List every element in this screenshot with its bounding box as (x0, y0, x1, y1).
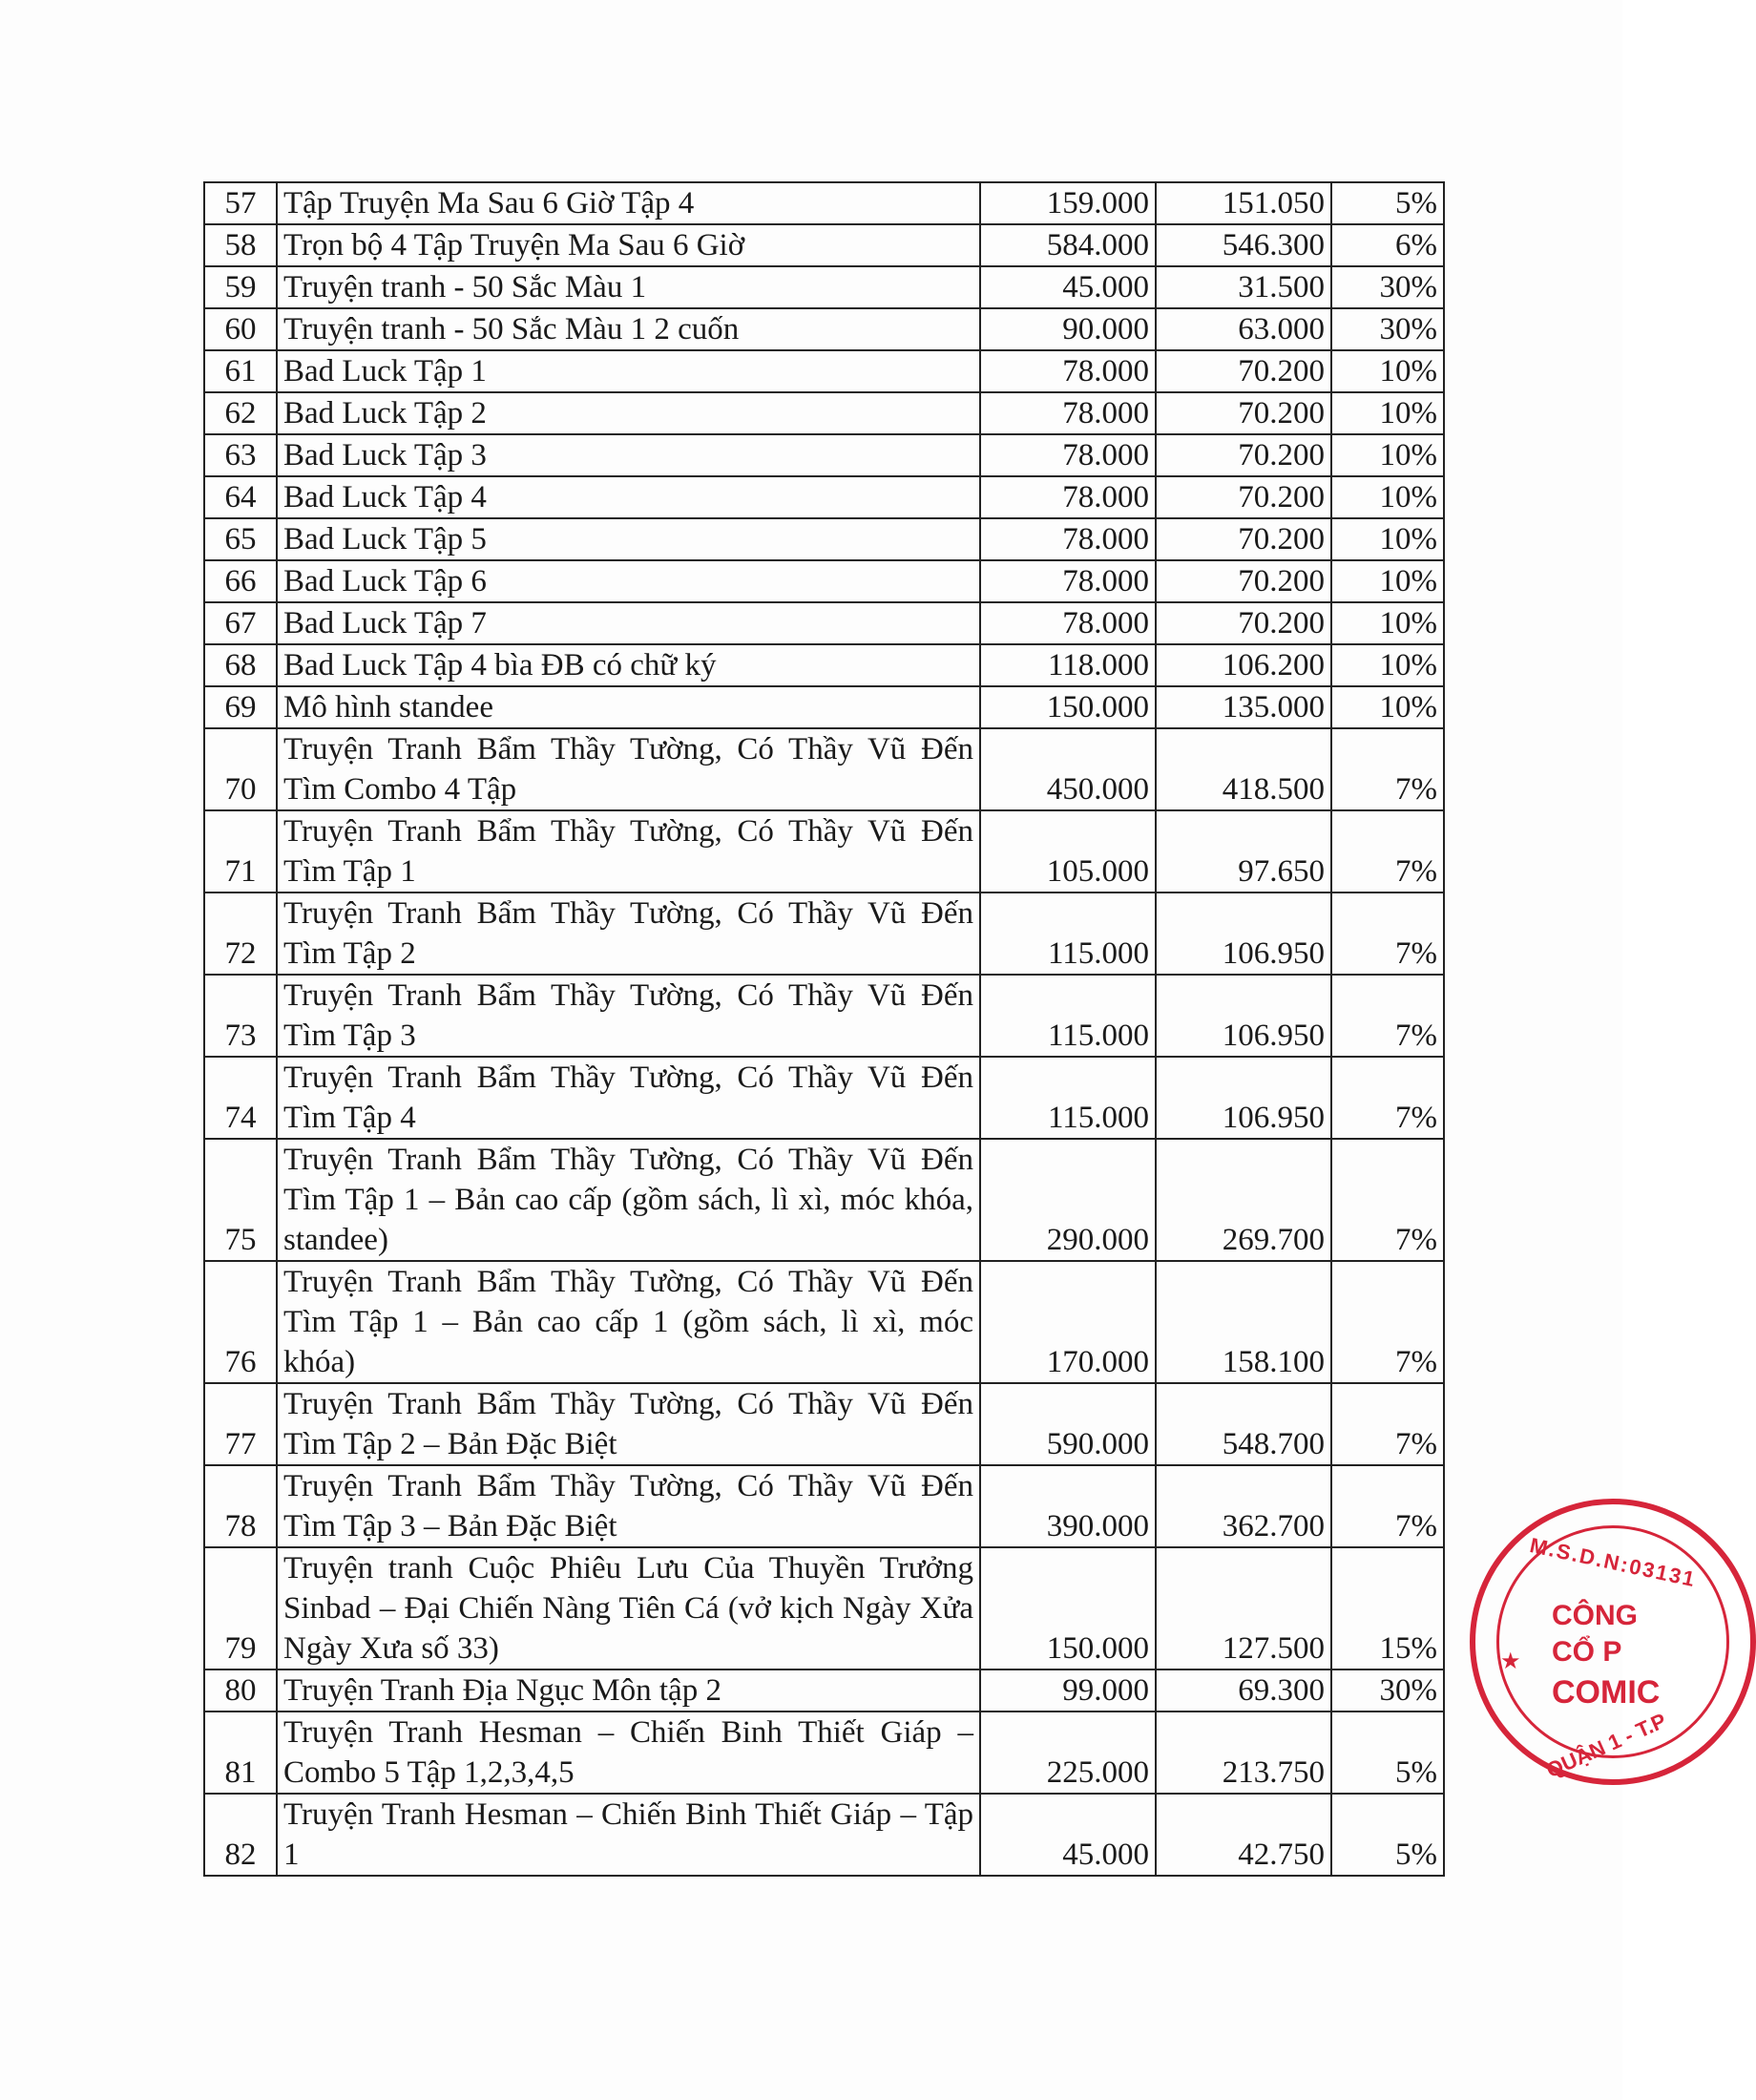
list-price: 590.000 (980, 1383, 1156, 1465)
list-price: 78.000 (980, 518, 1156, 560)
product-name: Truyện Tranh Bẩm Thầy Tường, Có Thầy Vũ Đến Tìm Tập 4 (277, 1057, 980, 1139)
discount-rate: 5% (1331, 1712, 1444, 1794)
sale-price: 70.200 (1156, 392, 1331, 434)
row-number: 71 (204, 810, 277, 892)
list-price: 78.000 (980, 350, 1156, 392)
product-name: Truyện Tranh Địa Ngục Môn tập 2 (277, 1670, 980, 1712)
product-name: Truyện Tranh Bẩm Thầy Tường, Có Thầy Vũ Đến Tìm Tập 2 (277, 892, 980, 975)
discount-rate: 5% (1331, 1794, 1444, 1876)
sale-price: 418.500 (1156, 728, 1331, 810)
product-name: Mô hình standee (277, 686, 980, 728)
discount-rate: 7% (1331, 728, 1444, 810)
row-number: 80 (204, 1670, 277, 1712)
product-name: Truyện Tranh Hesman – Chiến Binh Thiết Giáp – Tập 1 (277, 1794, 980, 1876)
table-row (204, 1670, 1444, 1712)
table-row (204, 892, 1444, 975)
table-row (204, 602, 1444, 644)
list-price: 584.000 (980, 224, 1156, 266)
sale-price: 106.950 (1156, 975, 1331, 1057)
product-name: Truyện Tranh Bẩm Thầy Tường, Có Thầy Vũ Đến Tìm Tập 3 (277, 975, 980, 1057)
row-number: 69 (204, 686, 277, 728)
product-name: Truyện Tranh Bẩm Thầy Tường, Có Thầy Vũ Đến Tìm Tập 1 (277, 810, 980, 892)
table-row (204, 350, 1444, 392)
table-row (204, 1261, 1444, 1383)
product-name: Bad Luck Tập 1 (277, 350, 980, 392)
sale-price: 31.500 (1156, 266, 1331, 308)
row-number: 67 (204, 602, 277, 644)
sale-price: 548.700 (1156, 1383, 1331, 1465)
seal-text-line-3: COMIC (1552, 1674, 1661, 1711)
sale-price: 213.750 (1156, 1712, 1331, 1794)
product-name: Truyện Tranh Bẩm Thầy Tường, Có Thầy Vũ Đến Tìm Tập 2 – Bản Đặc Biệt (277, 1383, 980, 1465)
sale-price: 151.050 (1156, 182, 1331, 224)
table-row (204, 1057, 1444, 1139)
discount-rate: 7% (1331, 975, 1444, 1057)
row-number: 75 (204, 1139, 277, 1261)
list-price: 118.000 (980, 644, 1156, 686)
list-price: 78.000 (980, 476, 1156, 518)
sale-price: 70.200 (1156, 350, 1331, 392)
discount-rate: 10% (1331, 476, 1444, 518)
row-number: 63 (204, 434, 277, 476)
discount-rate: 10% (1331, 560, 1444, 602)
table-row (204, 518, 1444, 560)
table-row (204, 182, 1444, 224)
seal-district-text: QUẬN 1 - T.P (1542, 1708, 1670, 1783)
table-row (204, 224, 1444, 266)
discount-rate: 30% (1331, 308, 1444, 350)
sale-price: 127.500 (1156, 1547, 1331, 1670)
seal-registration-code: M.S.D.N:03131 (1527, 1533, 1699, 1592)
sale-price: 546.300 (1156, 224, 1331, 266)
discount-rate: 6% (1331, 224, 1444, 266)
seal-text-line-1: CÔNG (1552, 1600, 1638, 1631)
list-price: 78.000 (980, 392, 1156, 434)
price-table-body (204, 182, 1444, 1876)
discount-rate: 10% (1331, 350, 1444, 392)
discount-rate: 30% (1331, 1670, 1444, 1712)
product-name: Bad Luck Tập 6 (277, 560, 980, 602)
list-price: 150.000 (980, 1547, 1156, 1670)
table-row (204, 476, 1444, 518)
table-row (204, 1139, 1444, 1261)
table-row (204, 1794, 1444, 1876)
discount-rate: 10% (1331, 434, 1444, 476)
discount-rate: 7% (1331, 1383, 1444, 1465)
list-price: 170.000 (980, 1261, 1156, 1383)
sale-price: 70.200 (1156, 560, 1331, 602)
table-row (204, 644, 1444, 686)
discount-rate: 10% (1331, 602, 1444, 644)
list-price: 225.000 (980, 1712, 1156, 1794)
row-number: 59 (204, 266, 277, 308)
discount-rate: 30% (1331, 266, 1444, 308)
row-number: 57 (204, 182, 277, 224)
table-row (204, 308, 1444, 350)
list-price: 99.000 (980, 1670, 1156, 1712)
table-row (204, 560, 1444, 602)
product-name: Trọn bộ 4 Tập Truyện Ma Sau 6 Giờ (277, 224, 980, 266)
product-name: Truyện Tranh Bẩm Thầy Tường, Có Thầy Vũ Đến Tìm Tập 1 – Bản cao cấp 1 (gồm sách, lì xì, móc khóa) (277, 1261, 980, 1383)
table-row (204, 686, 1444, 728)
discount-rate: 10% (1331, 518, 1444, 560)
list-price: 90.000 (980, 308, 1156, 350)
row-number: 70 (204, 728, 277, 810)
row-number: 82 (204, 1794, 277, 1876)
list-price: 45.000 (980, 266, 1156, 308)
sale-price: 269.700 (1156, 1139, 1331, 1261)
product-name: Truyện Tranh Hesman – Chiến Binh Thiết Giáp – Combo 5 Tập 1,2,3,4,5 (277, 1712, 980, 1794)
discount-rate: 7% (1331, 1139, 1444, 1261)
sale-price: 42.750 (1156, 1794, 1331, 1876)
discount-rate: 7% (1331, 892, 1444, 975)
discount-rate: 10% (1331, 686, 1444, 728)
list-price: 159.000 (980, 182, 1156, 224)
star-icon: ★ (1500, 1648, 1521, 1674)
discount-rate: 7% (1331, 1465, 1444, 1547)
discount-rate: 10% (1331, 392, 1444, 434)
row-number: 66 (204, 560, 277, 602)
row-number: 68 (204, 644, 277, 686)
sale-price: 70.200 (1156, 434, 1331, 476)
product-name: Truyện tranh - 50 Sắc Màu 1 2 cuốn (277, 308, 980, 350)
list-price: 390.000 (980, 1465, 1156, 1547)
row-number: 58 (204, 224, 277, 266)
table-row (204, 728, 1444, 810)
list-price: 115.000 (980, 892, 1156, 975)
product-name: Bad Luck Tập 3 (277, 434, 980, 476)
sale-price: 97.650 (1156, 810, 1331, 892)
table-row (204, 1712, 1444, 1794)
table-row (204, 810, 1444, 892)
list-price: 115.000 (980, 1057, 1156, 1139)
product-name: Truyện tranh Cuộc Phiêu Lưu Của Thuyền Trưởng Sinbad – Đại Chiến Nàng Tiên Cá (vở kịch Ngày Xửa Ngày Xưa số 33) (277, 1547, 980, 1670)
discount-rate: 15% (1331, 1547, 1444, 1670)
row-number: 65 (204, 518, 277, 560)
product-name: Truyện Tranh Bẩm Thầy Tường, Có Thầy Vũ Đến Tìm Tập 3 – Bản Đặc Biệt (277, 1465, 980, 1547)
table-row (204, 1547, 1444, 1670)
sale-price: 70.200 (1156, 602, 1331, 644)
product-name: Bad Luck Tập 5 (277, 518, 980, 560)
list-price: 105.000 (980, 810, 1156, 892)
row-number: 72 (204, 892, 277, 975)
list-price: 45.000 (980, 1794, 1156, 1876)
sale-price: 69.300 (1156, 1670, 1331, 1712)
sale-price: 106.200 (1156, 644, 1331, 686)
product-name: Bad Luck Tập 7 (277, 602, 980, 644)
product-name: Truyện Tranh Bẩm Thầy Tường, Có Thầy Vũ Đến Tìm Tập 1 – Bản cao cấp (gồm sách, lì xì, móc khóa, standee) (277, 1139, 980, 1261)
sale-price: 158.100 (1156, 1261, 1331, 1383)
list-price: 150.000 (980, 686, 1156, 728)
row-number: 73 (204, 975, 277, 1057)
row-number: 62 (204, 392, 277, 434)
product-name: Bad Luck Tập 4 (277, 476, 980, 518)
product-name: Truyện Tranh Bẩm Thầy Tường, Có Thầy Vũ Đến Tìm Combo 4 Tập (277, 728, 980, 810)
row-number: 60 (204, 308, 277, 350)
table-row (204, 392, 1444, 434)
row-number: 61 (204, 350, 277, 392)
row-number: 78 (204, 1465, 277, 1547)
product-name: Bad Luck Tập 2 (277, 392, 980, 434)
row-number: 77 (204, 1383, 277, 1465)
list-price: 78.000 (980, 560, 1156, 602)
sale-price: 362.700 (1156, 1465, 1331, 1547)
discount-rate: 7% (1331, 1261, 1444, 1383)
product-name: Tập Truyện Ma Sau 6 Giờ Tập 4 (277, 182, 980, 224)
sale-price: 106.950 (1156, 1057, 1331, 1139)
list-price: 450.000 (980, 728, 1156, 810)
product-name: Bad Luck Tập 4 bìa ĐB có chữ ký (277, 644, 980, 686)
sale-price: 106.950 (1156, 892, 1331, 975)
discount-rate: 5% (1331, 182, 1444, 224)
row-number: 74 (204, 1057, 277, 1139)
table-row (204, 1465, 1444, 1547)
list-price: 78.000 (980, 602, 1156, 644)
sale-price: 70.200 (1156, 518, 1331, 560)
company-seal (1470, 1499, 1756, 1785)
discount-rate: 10% (1331, 644, 1444, 686)
list-price: 290.000 (980, 1139, 1156, 1261)
list-price: 78.000 (980, 434, 1156, 476)
list-price: 115.000 (980, 975, 1156, 1057)
row-number: 64 (204, 476, 277, 518)
seal-text-line-2: CỔ P (1552, 1636, 1622, 1668)
row-number: 81 (204, 1712, 277, 1794)
sale-price: 63.000 (1156, 308, 1331, 350)
sale-price: 135.000 (1156, 686, 1331, 728)
table-row (204, 434, 1444, 476)
sale-price: 70.200 (1156, 476, 1331, 518)
discount-rate: 7% (1331, 1057, 1444, 1139)
table-row (204, 1383, 1444, 1465)
row-number: 76 (204, 1261, 277, 1383)
row-number: 79 (204, 1547, 277, 1670)
table-row (204, 975, 1444, 1057)
discount-rate: 7% (1331, 810, 1444, 892)
price-table (203, 181, 1445, 1877)
table-row (204, 266, 1444, 308)
product-name: Truyện tranh - 50 Sắc Màu 1 (277, 266, 980, 308)
